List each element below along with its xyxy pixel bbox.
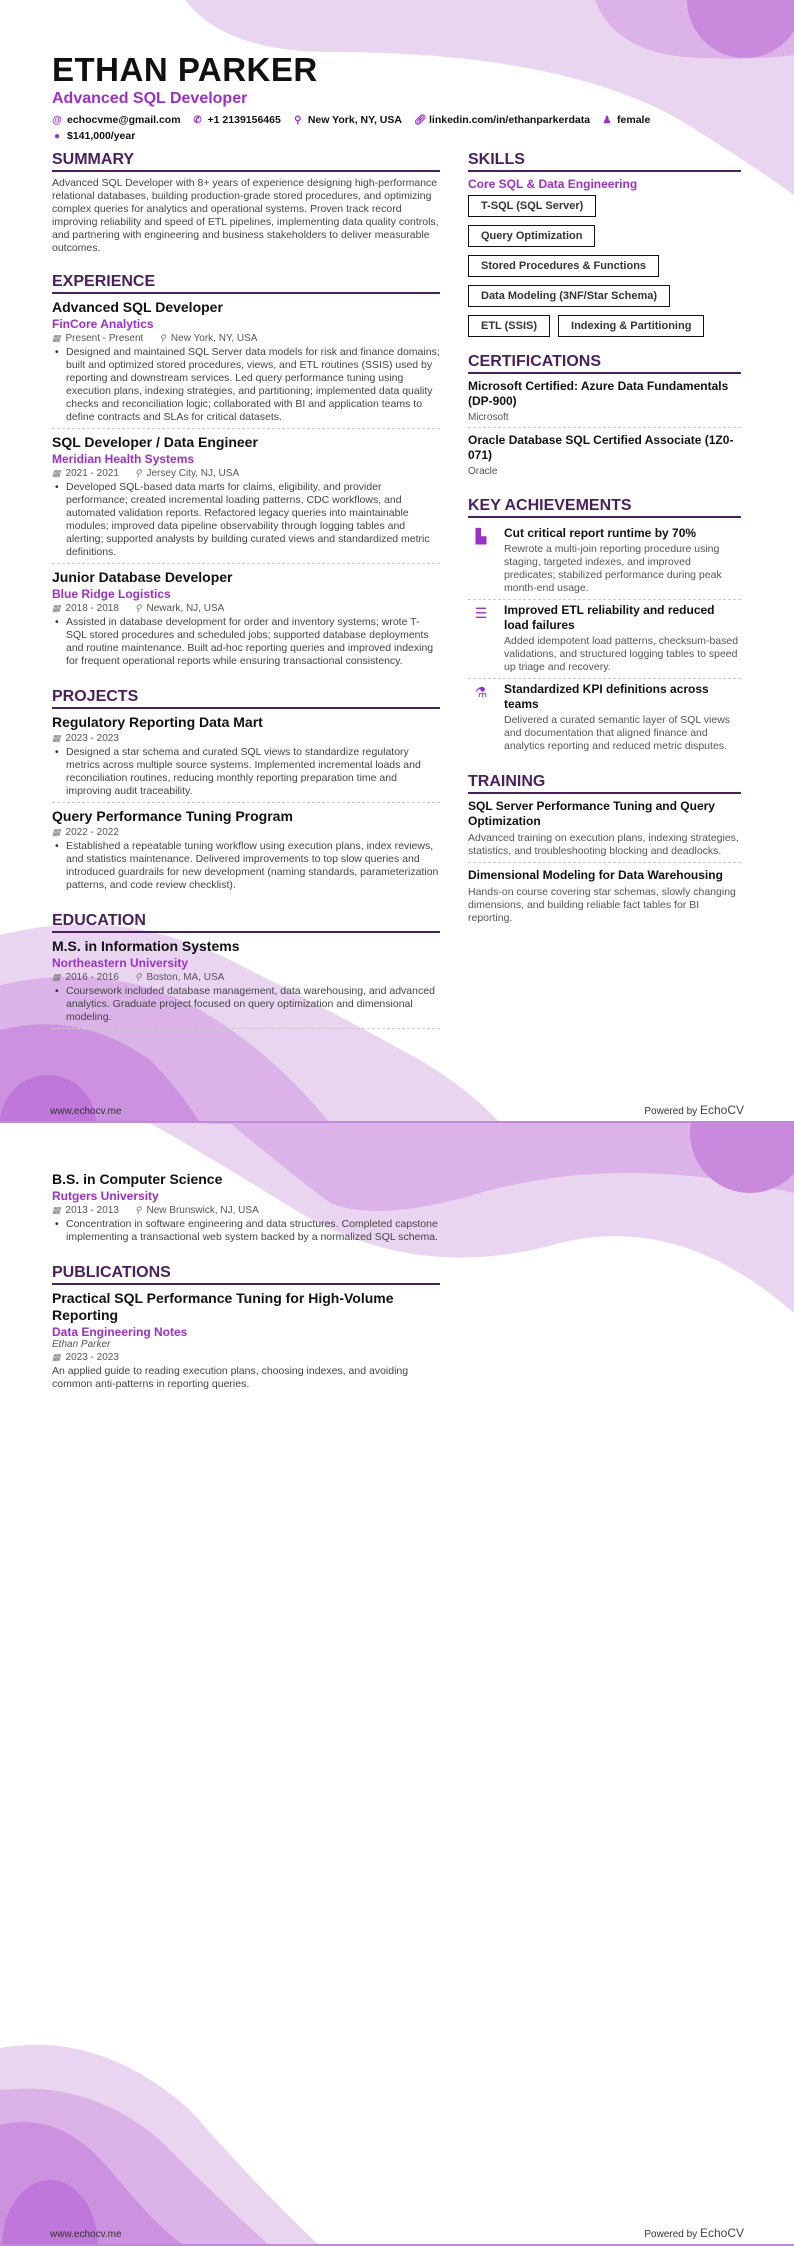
header <box>52 51 651 142</box>
degree: B.S. in Computer Science <box>52 1171 223 1187</box>
training-description: Hands-on course covering star schemas, slowly changing dimensions, and building reliable fact tables for BI reporting. <box>468 886 736 924</box>
linkedin-text: linkedin.com/in/ethanparkerdata <box>428 114 591 126</box>
education-item <box>52 1171 440 1248</box>
calendar-icon: ▦ <box>52 603 61 613</box>
gender-text: female <box>617 114 651 126</box>
email-text: echocvme@gmail.com <box>67 114 181 126</box>
achievement-title: Cut critical report runtime by 70% <box>504 526 697 540</box>
resume-page-2 <box>0 1123 794 2246</box>
dates: 2021 - 2021 <box>65 468 119 479</box>
candidate-name: ETHAN PARKER <box>52 51 318 88</box>
experience-heading: EXPERIENCE <box>52 273 440 294</box>
map-pin-icon: ⚲ <box>134 603 142 613</box>
job-location: Jersey City, NJ, USA <box>146 468 240 479</box>
bullet: • Designed a star schema and curated SQL views to standardize regulatory metrics across multiple source systems. Implemented incremental loads and reconciliation routines, reducing monthly reporting preparation time and improving audit traceability. <box>52 746 440 798</box>
user-icon: ♟ <box>602 114 612 126</box>
skill-tag: Stored Procedures & Functions <box>468 255 659 277</box>
map-pin-icon: ⚲ <box>294 114 302 126</box>
author: Ethan Parker <box>52 1339 111 1350</box>
location <box>293 114 402 126</box>
education-meta <box>52 972 440 983</box>
contact-info <box>52 114 692 142</box>
brand-logo: EchoCV <box>699 2226 744 2240</box>
cert-title: Oracle Database SQL Certified Associate (1Z0-071) <box>468 433 734 462</box>
dates: 2023 - 2023 <box>65 1352 119 1363</box>
map-pin-icon: ⚲ <box>159 333 166 343</box>
phone-icon: ✆ <box>193 114 202 126</box>
phone[interactable] <box>193 114 281 126</box>
map-pin-icon: ⚲ <box>134 1205 142 1215</box>
job-meta <box>52 603 440 614</box>
salary-text: $141,000/year <box>67 130 136 142</box>
footer-website[interactable]: www.echocv.me <box>50 1106 122 1117</box>
job-title: Junior Database Developer <box>52 569 233 585</box>
skill-tag: Data Modeling (3NF/Star Schema) <box>468 285 670 307</box>
summary-heading: SUMMARY <box>52 151 440 172</box>
gender <box>602 114 650 126</box>
powered-by-text: Powered by <box>644 1106 698 1117</box>
footer-powered <box>644 2226 744 2240</box>
list-icon: ☰ <box>474 605 488 621</box>
education-heading: EDUCATION <box>52 912 440 933</box>
at-icon: @ <box>52 114 62 126</box>
experience-item <box>52 569 440 672</box>
school: Rutgers University <box>52 1189 159 1203</box>
link-icon: 🔗︎ <box>413 114 427 126</box>
training-title: SQL Server Performance Tuning and Query Optimization <box>468 799 715 828</box>
brand-logo: EchoCV <box>699 1103 744 1117</box>
company: FinCore Analytics <box>52 317 154 331</box>
company: Meridian Health Systems <box>52 452 195 466</box>
left-column-continued <box>52 1171 440 1400</box>
school-location: New Brunswick, NJ, USA <box>146 1205 259 1216</box>
left-column <box>52 151 440 1034</box>
publisher: Data Engineering Notes <box>52 1325 188 1339</box>
achievement-item <box>468 679 741 757</box>
bullet: • Designed and maintained SQL Server data models for risk and finance domains; built and optimized stored procedures, views, and ETL routines (SSIS) used by reporting and downstream services. Led query performance tuning using execution plans, indexing strategies, and partitioning; implemented data quality checks and reconciliation logic; collaborated with BI and application teams to define contracts and SLAs for critical datasets. <box>52 346 440 424</box>
skill-category: Core SQL & Data Engineering <box>468 177 638 191</box>
achievement-title: Improved ETL reliability and reduced load failures <box>504 603 715 632</box>
achievement-description: Delivered a curated semantic layer of SQL views and documentation that aligned finance and analytics reporting and reduced metric disputes. <box>504 714 731 752</box>
calendar-icon: ▦ <box>52 827 61 837</box>
skill-tags <box>468 195 728 337</box>
calendar-icon: ▦ <box>52 972 61 982</box>
training-item <box>468 868 741 929</box>
calendar-icon: ▦ <box>52 1205 61 1215</box>
school: Northeastern University <box>52 956 189 970</box>
project-meta <box>52 733 440 744</box>
cert-title: Microsoft Certified: Azure Data Fundamentals (DP-900) <box>468 379 729 408</box>
bullet: • Assisted in database development for order and inventory systems; wrote T-SQL stored procedures and scheduled jobs; supported database deployments and routine maintenance. Built ad-hoc reporting queries and improved indexing for frequent operational reports while ensuring transactional consistency. <box>52 616 440 668</box>
training-description: Advanced training on execution plans, indexing strategies, statistics, and troubleshooting blocking and deadlocks. <box>468 832 739 857</box>
email[interactable] <box>52 114 181 126</box>
map-pin-icon: ⚲ <box>134 468 142 478</box>
bullet: • Developed SQL-based data marts for claims, eligibility, and provider performance; created incremental loading patterns, CDC workflows, and automated validation reports. Refactored legacy queries into maintainable modules; improved data pipeline observability through logging tables and alerting; supported analysts by building curated views and standardized metric definitions. <box>52 481 440 559</box>
job-location: Newark, NJ, USA <box>146 603 225 614</box>
salary <box>52 130 692 142</box>
training-item <box>468 799 741 863</box>
candidate-title: Advanced SQL Developer <box>52 90 248 107</box>
bullet: • Concentration in software engineering and data structures. Completed capstone implementing a transactional web system backed by a normalized SQL schema. <box>52 1218 440 1244</box>
certifications-heading: CERTIFICATIONS <box>468 353 741 374</box>
job-meta <box>52 468 440 479</box>
skill-tag: Query Optimization <box>468 225 595 247</box>
clipboard-icon: ▙ <box>475 528 487 544</box>
dates: 2013 - 2013 <box>65 1205 119 1216</box>
degree: M.S. in Information Systems <box>52 938 240 954</box>
dates: 2018 - 2018 <box>65 603 119 614</box>
company: Blue Ridge Logistics <box>52 587 171 601</box>
powered-by-text: Powered by <box>644 2229 698 2240</box>
publication-title: Practical SQL Performance Tuning for High-Volume Reporting <box>52 1290 394 1323</box>
map-pin-icon: ⚲ <box>134 972 142 982</box>
calendar-icon: ▦ <box>52 468 61 478</box>
certification-item <box>468 433 741 481</box>
publication-description: An applied guide to reading execution plans, choosing indexes, and avoiding common anti-patterns in reporting queries. <box>52 1365 409 1390</box>
education-item <box>52 938 440 1029</box>
achievement-description: Rewrote a multi-join reporting procedure using staging, targeted indexes, and improved predicates; stabilized performance during peak month-end usage. <box>504 543 722 594</box>
calendar-icon: ▦ <box>52 733 61 743</box>
footer-website[interactable]: www.echocv.me <box>50 2229 122 2240</box>
achievement-item <box>468 600 741 679</box>
experience-item <box>52 434 440 564</box>
certification-item <box>468 379 741 428</box>
project-meta <box>52 827 440 838</box>
cert-issuer: Microsoft <box>468 412 509 423</box>
job-title: SQL Developer / Data Engineer <box>52 434 258 450</box>
training-heading: TRAINING <box>468 773 741 794</box>
achievements-heading: KEY ACHIEVEMENTS <box>468 497 741 518</box>
publications-heading: PUBLICATIONS <box>52 1264 440 1285</box>
skill-tag: T-SQL (SQL Server) <box>468 195 596 217</box>
experience-item <box>52 299 440 429</box>
project-item <box>52 714 440 803</box>
achievement-description: Added idempotent load patterns, checksum-based validations, and structured logging tables to speed up triage and recovery. <box>504 635 739 673</box>
location-text: New York, NY, USA <box>307 114 402 126</box>
job-location: New York, NY, USA <box>170 333 258 344</box>
project-item <box>52 808 440 896</box>
skills-heading: SKILLS <box>468 151 741 172</box>
job-title: Advanced SQL Developer <box>52 299 223 315</box>
training-title: Dimensional Modeling for Data Warehousing <box>468 868 723 882</box>
dates: 2016 - 2016 <box>65 972 119 983</box>
phone-text: +1 2139156465 <box>207 114 281 126</box>
right-column <box>468 151 741 934</box>
money-icon: ● <box>53 130 61 142</box>
calendar-icon: ▦ <box>52 1352 61 1362</box>
project-title: Query Performance Tuning Program <box>52 808 293 824</box>
publication-item <box>52 1290 440 1395</box>
skill-tag: Indexing & Partitioning <box>558 315 704 337</box>
project-title: Regulatory Reporting Data Mart <box>52 714 263 730</box>
dates: Present - Present <box>65 333 144 344</box>
summary-text: Advanced SQL Developer with 8+ years of experience designing high-performance relational databases, building production-grade stored procedures, and optimizing complex queries for analytics and operational systems. Proven track record improving reliability and speed of ETL pipelines, implementing data quality controls, and partnering with engineering and business stakeholders to deliver measurable outcomes. <box>52 177 439 254</box>
footer-powered <box>644 1103 744 1117</box>
bullet: • Established a repeatable tuning workflow using execution plans, index reviews, and statistics maintenance. Delivered improvements to top slow queries and introduced guardrails for new development (naming standards, parameterization patterns, and code review checklist). <box>52 840 440 892</box>
achievement-item <box>468 523 741 600</box>
school-location: Boston, MA, USA <box>146 972 225 983</box>
dates: 2023 - 2023 <box>65 733 119 744</box>
cert-issuer: Oracle <box>468 466 498 477</box>
job-meta <box>52 333 440 344</box>
achievement-title: Standardized KPI definitions across teams <box>504 682 709 711</box>
dates: 2022 - 2022 <box>65 827 119 838</box>
education-meta <box>52 1205 440 1216</box>
linkedin[interactable] <box>414 114 590 126</box>
calendar-icon: ▦ <box>52 333 61 343</box>
flask-icon: ⚗ <box>474 684 488 700</box>
bullet: • Coursework included database management, data warehousing, and advanced analytics. Graduate project focused on query optimization and dimensional modeling. <box>52 985 440 1024</box>
skill-tag: ETL (SSIS) <box>468 315 550 337</box>
publication-meta <box>52 1352 440 1363</box>
projects-heading: PROJECTS <box>52 688 440 709</box>
